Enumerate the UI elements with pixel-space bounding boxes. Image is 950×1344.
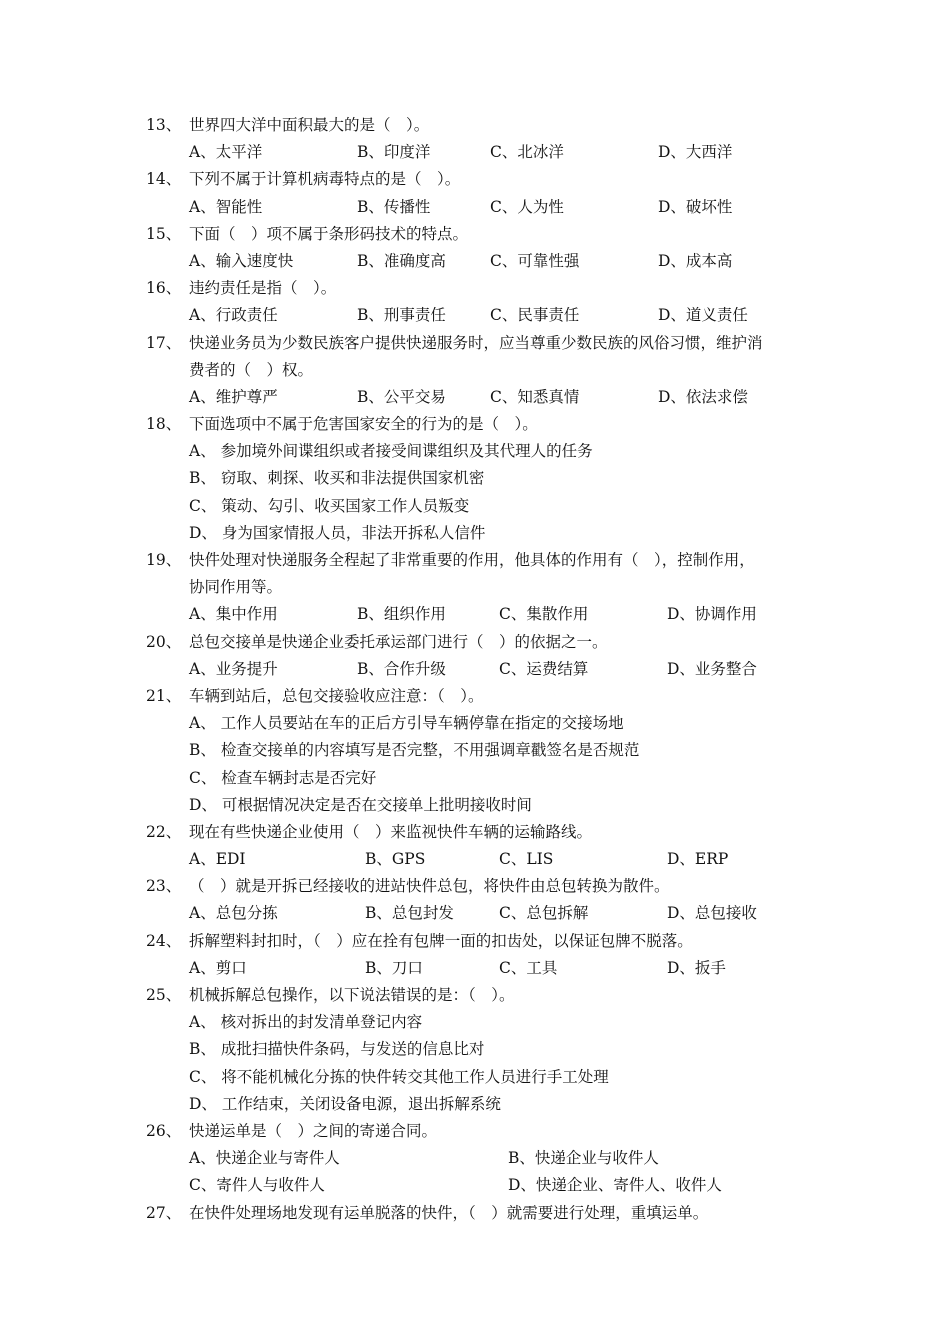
answer-option: B、印度洋 [357,143,431,162]
option-row [0,248,950,275]
answer-option: B、组织作用 [357,605,446,624]
question-item [0,1200,950,1227]
answer-option: B、传播性 [357,197,431,216]
question-item [0,873,950,927]
question-number: 27、 [146,1203,182,1222]
answer-option: A、业务提升 [189,659,278,678]
question-number: 18、 [146,415,182,434]
option-row [0,194,950,221]
question-text: 拆解塑料封扣时，（ ）应在拴有包牌一面的扣齿处，以保证包牌不脱落。 [189,931,693,950]
option-line [0,792,950,819]
question-item [0,275,950,329]
question-stem-line [0,819,950,846]
answer-option: D、 工作结束，关闭设备电源，退出拆解系统 [189,1094,501,1113]
question-stem-line [0,873,950,900]
answer-option: D、依法求偿 [658,387,748,406]
question-stem-line [0,1200,950,1227]
option-line [0,765,950,792]
question-text: 机械拆解总包操作，以下说法错误的是：（ ）。 [189,986,515,1004]
question-stem-line [0,1118,950,1145]
answer-option: C、工具 [499,958,558,977]
answer-option: A、 参加境外间谍组织或者接受间谍组织及其代理人的任务 [189,442,593,461]
answer-option: B、公平交易 [357,387,446,406]
question-item [0,112,950,166]
question-number: 23、 [146,877,182,896]
question-stem-line [0,928,950,955]
answer-option: C、 检查车辆封志是否完好 [189,768,377,787]
question-number: 19、 [146,551,182,569]
question-number: 16、 [146,279,182,298]
answer-option: C、寄件人与收件人 [189,1176,325,1195]
option-line [0,737,950,764]
answer-option: D、总包接收 [667,904,757,923]
question-item [0,982,950,1118]
answer-option: B、总包封发 [365,904,454,923]
answer-option: A、快递企业与寄件人 [189,1149,340,1168]
answer-option: A、剪口 [189,958,247,977]
option-line [0,1036,950,1063]
option-line [0,438,950,465]
answer-option: D、 可根据情况决定是否在交接单上批明接收时间 [189,795,532,814]
answer-option: B、GPS [365,850,426,869]
question-text: 下面选项中不属于危害国家安全的行为的是（ ）。 [189,415,538,434]
answer-option: D、道义责任 [658,306,748,325]
question-number: 15、 [146,224,182,243]
answer-option: A、 核对拆出的封发清单登记内容 [189,1013,423,1032]
option-line [0,520,950,547]
answer-option: D、 身为国家情报人员，非法开拆私人信件 [189,523,486,542]
answer-option: A、维护尊严 [189,387,278,406]
answer-option: A、 工作人员要站在车的正后方引导车辆停靠在指定的交接场地 [189,714,624,733]
question-stem-line [0,112,950,139]
option-row [0,384,950,411]
answer-option: B、快递企业与收件人 [508,1149,659,1168]
option-row [0,846,950,873]
answer-option: A、集中作用 [189,605,278,624]
option-row [0,900,950,927]
question-stem-line [0,221,950,248]
answer-option: D、扳手 [667,958,726,977]
question-number: 24、 [146,931,182,950]
question-item [0,166,950,220]
answer-option: D、成本高 [658,251,733,270]
option-line [0,710,950,737]
question-stem-line [0,547,950,574]
question-stem-line [0,574,950,601]
answer-option: D、协调作用 [667,605,757,624]
option-row [0,302,950,329]
question-item [0,629,950,683]
answer-option: A、EDI [189,850,246,869]
option-line [0,1091,950,1118]
question-stem-line [0,275,950,302]
question-number: 21、 [146,686,182,705]
question-number: 14、 [146,170,182,189]
question-text: 快递业务员为少数民族客户提供快递服务时，应当尊重少数民族的风俗习惯，维护消 [189,333,763,352]
answer-option: C、集散作用 [499,605,589,624]
question-list [0,112,950,1227]
question-number: 26、 [146,1121,182,1140]
answer-option: B、 窃取、刺探、收买和非法提供国家机密 [189,469,485,488]
question-text: 协同作用等。 [189,578,283,597]
answer-option: B、刑事责任 [357,306,446,325]
answer-option: C、知悉真情 [490,387,580,406]
answer-option: D、ERP [667,850,729,869]
question-stem-line [0,629,950,656]
answer-option: D、快递企业、寄件人、收件人 [508,1176,722,1195]
question-item [0,1118,950,1200]
answer-option: A、总包分拣 [189,904,278,923]
question-stem-line [0,982,950,1009]
option-row [0,601,950,628]
question-number: 13、 [146,116,182,134]
question-stem-line [0,330,950,357]
question-text: 快件处理对快递服务全程起了非常重要的作用，他具体的作用有（ ），控制作用， [189,551,755,569]
question-item [0,330,950,412]
question-number: 17、 [146,333,182,352]
answer-option: C、 策动、勾引、收买国家工作人员叛变 [189,496,470,515]
answer-option: A、输入速度快 [189,251,294,270]
answer-option: C、人为性 [490,197,564,216]
question-item [0,819,950,873]
option-row [0,1145,950,1172]
option-line [0,493,950,520]
question-number: 22、 [146,822,182,841]
question-text: 费者的（ ）权。 [189,360,314,379]
question-item [0,221,950,275]
question-stem-line [0,166,950,193]
question-text: 快递运单是（ ）之间的寄递合同。 [189,1121,438,1140]
question-text: 现在有些快递企业使用（ ）来监视快件车辆的运输路线。 [189,822,593,841]
question-stem-line [0,683,950,710]
answer-option: B、 成批扫描快件条码，与发送的信息比对 [189,1040,485,1059]
answer-option: C、运费结算 [499,659,589,678]
option-row [0,955,950,982]
option-row [0,139,950,166]
question-item [0,928,950,982]
answer-option: A、太平洋 [189,143,263,162]
answer-option: C、可靠性强 [490,251,580,270]
answer-option: C、 将不能机械化分拣的快件转交其他工作人员进行手工处理 [189,1067,609,1086]
option-line [0,465,950,492]
question-stem-line [0,411,950,438]
answer-option: C、民事责任 [490,306,580,325]
answer-option: D、破坏性 [658,197,733,216]
answer-option: B、准确度高 [357,251,446,270]
question-item [0,547,950,629]
question-text: 违约责任是指（ ）。 [189,279,337,298]
question-number: 25、 [146,986,182,1004]
answer-option: C、总包拆解 [499,904,589,923]
question-item [0,411,950,547]
question-text: 总包交接单是快递企业委托承运部门进行（ ）的依据之一。 [189,632,608,651]
question-number: 20、 [146,632,182,651]
question-item [0,683,950,819]
answer-option: B、合作升级 [357,659,446,678]
question-text: 下面（ ）项不属于条形码技术的特点。 [189,224,469,243]
answer-option: D、业务整合 [667,659,757,678]
question-text: 下列不属于计算机病毒特点的是（ ）。 [189,170,461,189]
answer-option: B、 检查交接单的内容填写是否完整，不用强调章戳签名是否规范 [189,741,640,760]
option-row [0,1172,950,1199]
question-text: 在快件处理场地发现有运单脱落的快件，（ ）就需要进行处理，重填运单。 [189,1203,709,1222]
question-text: 世界四大洋中面积最大的是（ ）。 [189,116,430,134]
answer-option: B、刀口 [365,958,423,977]
answer-option: A、行政责任 [189,306,278,325]
question-text: （ ）就是开拆已经接收的进站快件总包，将快件由总包转换为散件。 [189,877,670,896]
answer-option: A、智能性 [189,197,263,216]
option-line [0,1009,950,1036]
answer-option: C、北冰洋 [490,143,564,162]
answer-option: D、大西洋 [658,143,733,162]
option-line [0,1064,950,1091]
answer-option: C、LIS [499,850,554,869]
option-row [0,656,950,683]
question-stem-line [0,357,950,384]
question-text: 车辆到站后，总包交接验收应注意：（ ）。 [189,686,484,705]
